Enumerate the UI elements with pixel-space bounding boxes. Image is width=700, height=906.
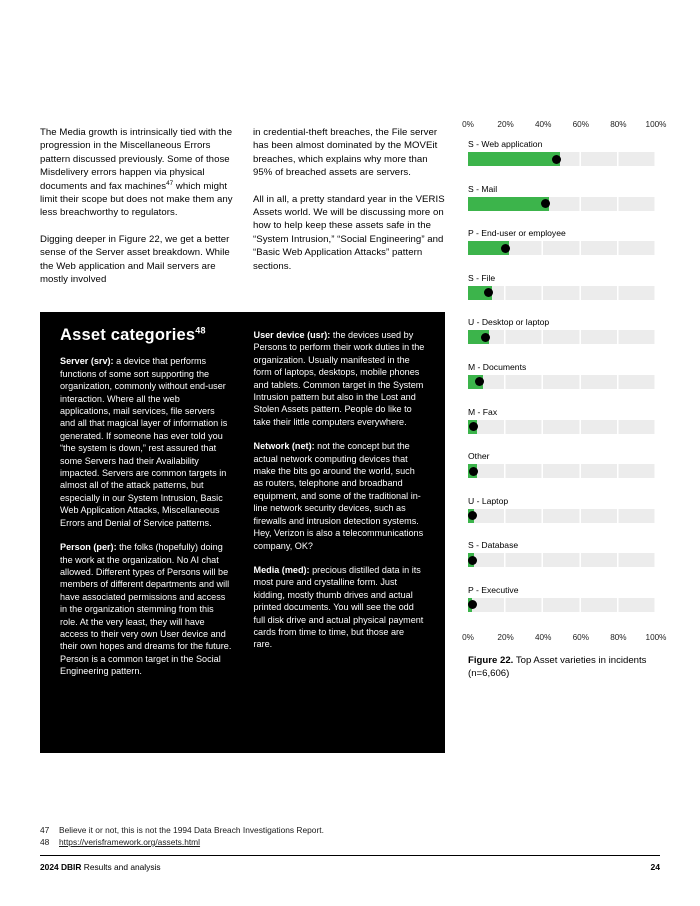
chart-rows	[468, 139, 656, 630]
footnote-47	[40, 824, 324, 836]
definition-lead: Network (net):	[253, 441, 315, 452]
bar-track	[468, 152, 656, 166]
chart-row	[468, 362, 656, 407]
bar-dot	[468, 556, 477, 565]
bar-track	[468, 330, 656, 344]
footnote-number: 47	[40, 825, 50, 835]
axis-tick-label: 40%	[534, 632, 552, 642]
definition-server	[60, 355, 232, 529]
figure-22-chart	[462, 120, 667, 644]
axis-tick-label: 60%	[572, 120, 589, 129]
bar-track	[468, 241, 656, 255]
definition-text: a device that performs functions of some sort supporting the organization, commonly without end-user interaction. Where all the web applications, mail services, file servers and all that magical layer of information is generated. If someone has ever told you “the system is down,” rest assured that some Servers had their Availability impacted. Servers are common targets in almost all of the attack patterns, but especially in our System Intrusion, Basic Web Application Attacks, Miscellaneous Errors and Denial of Service patterns.	[60, 356, 228, 528]
bar-track	[468, 553, 656, 567]
bar-label: P - End-user or employee	[468, 228, 566, 239]
chart-row	[468, 407, 656, 452]
axis-tick-label: 0%	[462, 120, 474, 129]
axis-tick-label: 40%	[534, 120, 552, 129]
bar-dot	[501, 244, 510, 253]
definition-user-device	[254, 329, 426, 428]
bar-label: M - Fax	[468, 406, 498, 417]
axis-tick-label: 20%	[497, 632, 514, 642]
bar-label: U - Desktop or laptop	[468, 317, 550, 328]
chart-row	[468, 585, 656, 630]
bar-label: S - Web application	[468, 139, 543, 149]
chart-row	[468, 139, 656, 184]
page-number: 24	[650, 862, 660, 872]
bar-track	[468, 598, 656, 612]
chart-row	[468, 273, 656, 318]
footnote-text: Believe it or not, this is not the 1994 Data Breach Investigations Report.	[59, 825, 324, 835]
asset-box-right-column	[254, 329, 426, 741]
bar-track	[468, 375, 656, 389]
asset-box-title-text: Asset categories	[60, 326, 196, 344]
footnote-48	[40, 836, 324, 848]
paragraph-digging-deeper: Digging deeper in Figure 22, we get a better sense of the Server asset breakdown. While the Web application and Mail servers are mostly involved	[40, 233, 230, 286]
bar-dot	[468, 600, 477, 609]
chart-row	[468, 317, 656, 362]
axis-tick-label: 20%	[497, 120, 514, 129]
figure-caption-lead: Figure 22.	[468, 655, 514, 666]
footer-section: Results and analysis	[81, 862, 161, 872]
asset-categories-box	[40, 312, 445, 753]
bar-label: S - Database	[468, 540, 519, 551]
definition-lead: Person (per):	[60, 542, 117, 553]
bar-track	[468, 509, 656, 523]
definition-text: the folks (hopefully) doing the work at the organization. No AI chat allowed. Different types of Persons will be members of different departments and will have associated permissions and access in the organization stemming from this role. At the very least, they will have access to their very own User device and their own hopes and dreams for the future. Person is a common target in the Social Engineering pattern.	[60, 542, 232, 677]
bar-track	[468, 420, 656, 434]
bar-label: S - Mail	[468, 183, 498, 194]
bar-track	[468, 197, 656, 211]
footer-brand: 2024 DBIR	[40, 862, 82, 872]
axis-tick-label: 60%	[572, 632, 589, 642]
bar-dot	[541, 199, 550, 208]
chart-axis-bottom	[462, 632, 667, 644]
chart-row	[468, 540, 656, 585]
axis-tick-label: 100%	[645, 632, 667, 642]
footnotes	[40, 824, 324, 848]
body-column-1	[40, 126, 236, 299]
bar-dot	[481, 333, 490, 342]
definition-text: not the concept but the actual network computing devices that make the bits go around the world, such as routers, telephone and broadband equipment, and some of the traditional in-line network security devices, such as firewalls and intrusion detection systems. Hey, Verizon is also a telecommunications company, OK?	[253, 441, 424, 551]
axis-tick-label: 80%	[610, 632, 627, 642]
figure-caption	[468, 654, 660, 680]
figure-caption-text: Top Asset varieties in incidents (n=6,606)	[468, 655, 647, 679]
bar-fill	[468, 152, 560, 166]
veris-framework-link[interactable]: https://verisframework.org/assets.html	[59, 837, 201, 847]
footnote-ref-47: 47	[166, 179, 174, 187]
chart-row	[468, 184, 656, 229]
footnote-ref-48: 48	[195, 325, 206, 336]
paragraph-credential-theft: in credential-theft breaches, the File server has been almost dominated by the MOVEit breaches, which explains why more than 95% of breached assets are servers.	[253, 127, 438, 179]
definition-media	[254, 564, 426, 651]
definition-network	[254, 440, 426, 552]
paragraph-standard-year: All in all, a pretty standard year in the VERIS Assets world. We will be discussing more on how to help keep these assets safe in the “System Intrusion,” “Social Engineering” and “Basic Web Application Attacks” pattern sections.	[253, 193, 445, 272]
definition-text: precious distilled data in its most pure and crystalline form. Just kidding, mostly thumb drives and actual printed documents. You will see the odd full disk drive and actual physical payment cards from time to time, but those are rare.	[253, 564, 424, 650]
asset-box-left-column	[60, 325, 232, 741]
paragraph-media-growth	[40, 126, 236, 220]
definition-lead: Server (srv):	[60, 356, 114, 367]
bar-fill	[468, 197, 549, 211]
definition-text: the devices used by Persons to perform their work duties in the organization. Usually manifested in the form of laptops, desktops, mobile phones and tablets. Common target in the System Intrusion pattern but also in the Lost and Stolen Assets pattern. People do like to take their little computers everywhere.	[253, 330, 425, 427]
definition-lead: Media (med):	[253, 564, 310, 575]
bar-dot	[468, 511, 477, 520]
axis-tick-label: 80%	[610, 120, 627, 129]
chart-row	[468, 496, 656, 541]
footer-title	[40, 862, 161, 872]
axis-tick-label: 100%	[645, 120, 667, 129]
footer-divider	[40, 855, 660, 856]
bar-label: Other	[468, 451, 490, 462]
bar-track	[468, 286, 656, 300]
bar-label: M - Documents	[468, 361, 527, 372]
axis-tick-label: 0%	[462, 632, 474, 642]
asset-box-title	[60, 325, 232, 344]
chart-row	[468, 451, 656, 496]
bar-dot	[552, 155, 561, 164]
chart-axis-top	[462, 120, 667, 131]
bar-track	[468, 464, 656, 478]
paragraph-text: The Media growth is intrinsically tied with the progression in the Miscellaneous Errors pattern discussed previously. Some of those Misdelivery errors happen via physical documents and fax machines	[40, 127, 233, 192]
bar-label: P - Executive	[468, 584, 519, 595]
paragraph-text: which might limit their scope but does not make them any less breachworthy to regulators.	[40, 180, 233, 219]
definition-person	[60, 541, 232, 677]
definition-lead: User device (usr):	[253, 330, 331, 340]
bar-label: S - File	[468, 272, 496, 283]
chart-row	[468, 228, 656, 273]
bar-label: U - Laptop	[468, 495, 509, 506]
body-column-2	[253, 126, 449, 286]
footnote-number: 48	[40, 837, 50, 847]
